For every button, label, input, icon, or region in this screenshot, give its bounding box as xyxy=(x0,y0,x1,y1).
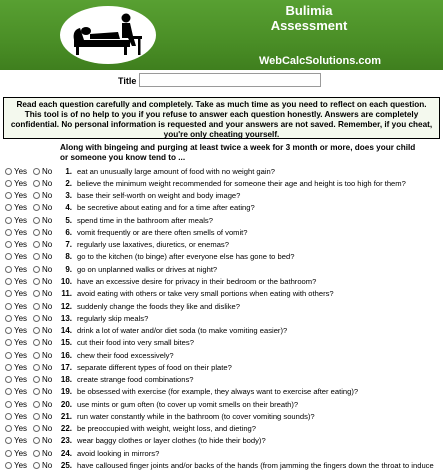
no-radio[interactable] xyxy=(33,413,40,420)
question-text: believe the minimum weight recommended for someone their age and height is too high for them? xyxy=(77,178,406,188)
yes-option[interactable] xyxy=(5,179,33,188)
question-row xyxy=(0,337,443,349)
question-text: have an excessive desire for privacy in their bedroom or the bathroom? xyxy=(77,277,317,287)
yes-label: Yes xyxy=(14,424,28,434)
question-text: eat an unusually large amount of food with no weight gain? xyxy=(77,166,275,176)
app-title-line1: Bulimia xyxy=(285,3,333,18)
yes-option[interactable] xyxy=(5,351,33,360)
yes-option[interactable] xyxy=(5,412,33,421)
yes-label: Yes xyxy=(14,264,28,274)
no-label: No xyxy=(42,448,53,458)
no-option[interactable] xyxy=(33,351,58,360)
question-number: 6. xyxy=(65,227,72,237)
no-option[interactable] xyxy=(33,302,58,311)
no-label: No xyxy=(42,411,53,421)
yes-label: Yes xyxy=(14,178,28,188)
no-option[interactable] xyxy=(33,216,58,225)
question-number: 3. xyxy=(65,191,72,201)
yes-label: Yes xyxy=(14,313,28,323)
yes-label: Yes xyxy=(14,203,28,213)
yes-radio[interactable] xyxy=(5,192,12,199)
question-row xyxy=(0,288,443,300)
yes-radio[interactable] xyxy=(5,352,12,359)
yes-radio[interactable] xyxy=(5,204,12,211)
no-label: No xyxy=(42,252,53,262)
no-radio[interactable] xyxy=(33,217,40,224)
no-radio[interactable] xyxy=(33,204,40,211)
question-row xyxy=(0,263,443,275)
yes-radio[interactable] xyxy=(5,303,12,310)
no-label: No xyxy=(42,178,53,188)
question-number: 14. xyxy=(60,326,72,336)
no-label: No xyxy=(42,191,53,201)
logo xyxy=(60,6,156,64)
app-title-line2: Assessment xyxy=(270,18,348,33)
question-text: have calloused finger joints and/or backs of the hands (from jamming the fingers down the throat to induce xyxy=(77,461,434,470)
no-option[interactable] xyxy=(33,449,58,458)
question-text: wear baggy clothes or layer clothes (to hide their body)? xyxy=(77,436,266,446)
no-label: No xyxy=(42,277,53,287)
no-option[interactable] xyxy=(33,252,58,261)
question-text: chew their food excessively? xyxy=(77,350,174,360)
no-radio[interactable] xyxy=(33,339,40,346)
question-text: vomit frequently or are there often smells of vomit? xyxy=(77,227,248,237)
question-row xyxy=(0,202,443,214)
question-text: be obsessed with exercise (for example, they always want to exercise after eating)? xyxy=(77,387,359,397)
question-row xyxy=(0,312,443,324)
no-radio[interactable] xyxy=(33,437,40,444)
no-label: No xyxy=(42,240,53,250)
question-text: create strange food combinations? xyxy=(77,375,194,385)
question-text: avoid looking in mirrors? xyxy=(77,448,160,458)
no-label: No xyxy=(42,215,53,225)
question-number: 23. xyxy=(60,436,72,446)
instructions-box: Read each question carefully and completely. Take as much time as you need to reflect on each question. This tool is of no help to you if you refuse to answer each question honestly. Answers are completely confidential. No personal information is requested and your answers are not saved. Remember, if you cheat, you're only cheating yourself. xyxy=(3,97,440,139)
no-label: No xyxy=(42,424,53,434)
no-label: No xyxy=(42,301,53,311)
question-text: go to the kitchen (to binge) after everyone else has gone to bed? xyxy=(77,252,295,262)
no-radio[interactable] xyxy=(33,278,40,285)
yes-option[interactable] xyxy=(5,338,33,347)
no-option[interactable] xyxy=(33,314,58,323)
no-label: No xyxy=(42,375,53,385)
yes-option[interactable] xyxy=(5,302,33,311)
yes-radio[interactable] xyxy=(5,462,12,469)
yes-label: Yes xyxy=(14,215,28,225)
no-radio[interactable] xyxy=(33,253,40,260)
question-number: 8. xyxy=(65,252,72,262)
no-option[interactable] xyxy=(33,203,58,212)
no-radio[interactable] xyxy=(33,352,40,359)
yes-option[interactable] xyxy=(5,203,33,212)
question-text: cut their food into very small bites? xyxy=(77,338,194,348)
yes-option[interactable] xyxy=(5,216,33,225)
question-number: 7. xyxy=(65,240,72,250)
no-label: No xyxy=(42,313,53,323)
no-radio[interactable] xyxy=(33,290,40,297)
yes-label: Yes xyxy=(14,436,28,446)
no-radio[interactable] xyxy=(33,168,40,175)
question-row xyxy=(0,239,443,251)
question-number: 1. xyxy=(65,166,72,176)
no-label: No xyxy=(42,350,53,360)
question-row xyxy=(0,275,443,287)
yes-label: Yes xyxy=(14,448,28,458)
yes-label: Yes xyxy=(14,289,28,299)
question-text: suddenly change the foods they like and dislike? xyxy=(77,301,240,311)
question-row xyxy=(0,459,443,471)
yes-label: Yes xyxy=(14,326,28,336)
yes-radio[interactable] xyxy=(5,266,12,273)
no-option[interactable] xyxy=(33,424,58,433)
no-option[interactable] xyxy=(33,461,58,470)
yes-label: Yes xyxy=(14,277,28,287)
question-number: 24. xyxy=(60,448,72,458)
no-option[interactable] xyxy=(33,326,58,335)
question-number: 12. xyxy=(60,301,72,311)
no-label: No xyxy=(42,338,53,348)
no-label: No xyxy=(42,436,53,446)
no-option[interactable] xyxy=(33,412,58,421)
question-text: run water constantly while in the bathroom (to cover vomiting sounds)? xyxy=(77,411,315,421)
title-row xyxy=(0,73,443,91)
yes-option[interactable] xyxy=(5,240,33,249)
couch-silhouette-icon xyxy=(60,6,156,64)
question-row xyxy=(0,226,443,238)
yes-option[interactable] xyxy=(5,375,33,384)
no-label: No xyxy=(42,264,53,274)
question-row xyxy=(0,410,443,422)
yes-option[interactable] xyxy=(5,363,33,372)
no-radio[interactable] xyxy=(33,450,40,457)
yes-label: Yes xyxy=(14,301,28,311)
question-text: regularly skip meals? xyxy=(77,313,149,323)
site-name: WebCalcSolutions.com xyxy=(258,55,382,67)
yes-radio[interactable] xyxy=(5,168,12,175)
yes-option[interactable] xyxy=(5,228,33,237)
question-row xyxy=(0,374,443,386)
yes-radio[interactable] xyxy=(5,241,12,248)
no-radio[interactable] xyxy=(33,303,40,310)
question-number: 4. xyxy=(65,203,72,213)
yes-option[interactable] xyxy=(5,314,33,323)
question-row xyxy=(0,251,443,263)
question-text: go on unplanned walks or drives at night? xyxy=(77,264,218,274)
no-radio[interactable] xyxy=(33,388,40,395)
yes-option[interactable] xyxy=(5,252,33,261)
question-text: spend time in the bathroom after meals? xyxy=(77,215,213,225)
yes-radio[interactable] xyxy=(5,339,12,346)
yes-radio[interactable] xyxy=(5,180,12,187)
no-option[interactable] xyxy=(33,436,58,445)
no-option[interactable] xyxy=(33,338,58,347)
header-banner xyxy=(0,0,443,70)
yes-option[interactable] xyxy=(5,167,33,176)
yes-label: Yes xyxy=(14,375,28,385)
yes-option[interactable] xyxy=(5,387,33,396)
question-row xyxy=(0,165,443,177)
no-option[interactable] xyxy=(33,167,58,176)
yes-option[interactable] xyxy=(5,461,33,470)
question-number: 11. xyxy=(61,289,72,299)
yes-label: Yes xyxy=(14,338,28,348)
yes-radio[interactable] xyxy=(5,253,12,260)
question-number: 15. xyxy=(60,338,72,348)
title-label: Title xyxy=(118,76,137,86)
question-text: base their self-worth on weight and body image? xyxy=(77,191,241,201)
question-text: be secretive about eating and for a time after eating? xyxy=(77,203,255,213)
no-label: No xyxy=(42,461,53,470)
question-text: regularly use laxatives, diuretics, or enemas? xyxy=(77,240,229,250)
no-option[interactable] xyxy=(33,179,58,188)
yes-option[interactable] xyxy=(5,265,33,274)
yes-label: Yes xyxy=(14,240,28,250)
question-row xyxy=(0,190,443,202)
yes-label: Yes xyxy=(14,166,28,176)
yes-radio[interactable] xyxy=(5,217,12,224)
no-radio[interactable] xyxy=(33,192,40,199)
title-input[interactable] xyxy=(139,73,321,87)
yes-radio[interactable] xyxy=(5,278,12,285)
no-radio[interactable] xyxy=(33,462,40,469)
yes-radio[interactable] xyxy=(5,376,12,383)
app-title xyxy=(244,3,374,33)
no-radio[interactable] xyxy=(33,229,40,236)
yes-label: Yes xyxy=(14,387,28,397)
no-option[interactable] xyxy=(33,265,58,274)
no-label: No xyxy=(42,227,53,237)
no-label: No xyxy=(42,362,53,372)
yes-option[interactable] xyxy=(5,326,33,335)
yes-option[interactable] xyxy=(5,289,33,298)
yes-label: Yes xyxy=(14,252,28,262)
yes-radio[interactable] xyxy=(5,425,12,432)
question-number: 22. xyxy=(60,424,72,434)
question-number: 13. xyxy=(60,313,72,323)
yes-radio[interactable] xyxy=(5,315,12,322)
yes-label: Yes xyxy=(14,227,28,237)
no-option[interactable] xyxy=(33,191,58,200)
yes-radio[interactable] xyxy=(5,229,12,236)
question-row xyxy=(0,324,443,336)
no-option[interactable] xyxy=(33,387,58,396)
yes-label: Yes xyxy=(14,191,28,201)
no-radio[interactable] xyxy=(33,180,40,187)
no-option[interactable] xyxy=(33,289,58,298)
yes-option[interactable] xyxy=(5,436,33,445)
question-number: 19. xyxy=(60,387,72,397)
yes-label: Yes xyxy=(14,350,28,360)
intro-text: Along with bingeing and purging at least twice a week for 3 month or more, does your child or someone you know tend to ... xyxy=(60,143,416,162)
question-row xyxy=(0,361,443,373)
no-radio[interactable] xyxy=(33,425,40,432)
yes-radio[interactable] xyxy=(5,327,12,334)
question-number: 17. xyxy=(60,362,72,372)
question-text: use mints or gum often (to cover up vomit smells on their breath)? xyxy=(77,399,299,409)
question-text: separate different types of food on their plate? xyxy=(77,362,232,372)
yes-option[interactable] xyxy=(5,449,33,458)
no-option[interactable] xyxy=(33,240,58,249)
question-text: avoid eating with others or take very small portions when eating with others? xyxy=(77,289,334,299)
question-row xyxy=(0,300,443,312)
no-radio[interactable] xyxy=(33,376,40,383)
yes-label: Yes xyxy=(14,399,28,409)
yes-radio[interactable] xyxy=(5,401,12,408)
question-text: drink a lot of water and/or diet soda (to make vomiting easier)? xyxy=(77,326,288,336)
no-radio[interactable] xyxy=(33,266,40,273)
yes-label: Yes xyxy=(14,461,28,470)
question-row xyxy=(0,214,443,226)
no-label: No xyxy=(42,289,53,299)
question-row xyxy=(0,447,443,459)
question-number: 25. xyxy=(60,461,72,470)
question-number: 18. xyxy=(60,375,72,385)
yes-radio[interactable] xyxy=(5,388,12,395)
no-radio[interactable] xyxy=(33,364,40,371)
question-row xyxy=(0,349,443,361)
question-row xyxy=(0,435,443,447)
yes-option[interactable] xyxy=(5,400,33,409)
question-row xyxy=(0,177,443,189)
question-text: be preoccupied with weight, weight loss, and dieting? xyxy=(77,424,256,434)
yes-option[interactable] xyxy=(5,191,33,200)
yes-radio[interactable] xyxy=(5,450,12,457)
question-number: 16. xyxy=(60,350,72,360)
yes-label: Yes xyxy=(14,362,28,372)
no-radio[interactable] xyxy=(33,241,40,248)
question-row xyxy=(0,398,443,410)
yes-radio[interactable] xyxy=(5,413,12,420)
yes-label: Yes xyxy=(14,411,28,421)
no-label: No xyxy=(42,166,53,176)
question-number: 21. xyxy=(60,411,72,421)
no-option[interactable] xyxy=(33,277,58,286)
question-number: 5. xyxy=(65,215,72,225)
question-row xyxy=(0,386,443,398)
no-option[interactable] xyxy=(33,400,58,409)
no-radio[interactable] xyxy=(33,327,40,334)
no-radio[interactable] xyxy=(33,401,40,408)
no-label: No xyxy=(42,326,53,336)
question-row xyxy=(0,423,443,435)
yes-radio[interactable] xyxy=(5,364,12,371)
yes-option[interactable] xyxy=(5,277,33,286)
yes-radio[interactable] xyxy=(5,437,12,444)
question-number: 10. xyxy=(60,277,72,287)
yes-radio[interactable] xyxy=(5,290,12,297)
no-radio[interactable] xyxy=(33,315,40,322)
no-option[interactable] xyxy=(33,228,58,237)
question-list xyxy=(0,165,443,472)
no-option[interactable] xyxy=(33,375,58,384)
yes-option[interactable] xyxy=(5,424,33,433)
no-option[interactable] xyxy=(33,363,58,372)
no-label: No xyxy=(42,399,53,409)
question-number: 9. xyxy=(65,264,72,274)
question-number: 20. xyxy=(60,399,72,409)
no-label: No xyxy=(42,203,53,213)
question-number: 2. xyxy=(65,178,72,188)
no-label: No xyxy=(42,387,53,397)
